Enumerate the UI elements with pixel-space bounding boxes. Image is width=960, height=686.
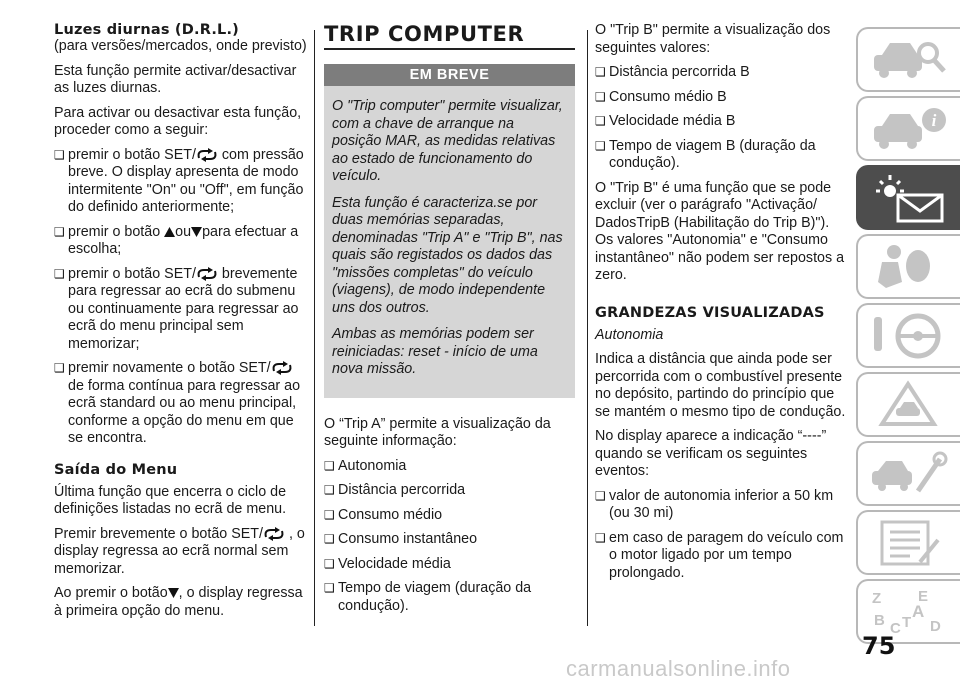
data-sheet-icon (868, 518, 952, 568)
list-item: ❑ Autonomia (324, 458, 575, 476)
column-divider (314, 30, 315, 626)
wrench-car-icon (868, 449, 952, 499)
list-item: ❑ premir o botão ou para efectuar a escolha; (54, 224, 308, 259)
tab-airbag[interactable] (856, 234, 960, 299)
index-letter: B (874, 612, 885, 629)
list-item: ❑ Velocidade média B (595, 113, 847, 131)
column-right (595, 22, 847, 589)
summary-paragraph: O "Trip computer" permite visualizar, com a chave de arranque na posição MAR, as medidas relativas ao estado de funcionamento do veículo. (332, 98, 563, 184)
list-item: ❑ premir o botão SET/ brevemente para regressar ao ecrã do submenu ou continuamente para regressar ao ecrã do menu principal sem memorizar; (54, 266, 308, 354)
tab-steering[interactable] (856, 303, 960, 368)
paragraph: O “Trip A” permite a visualização da seguinte informação: (324, 415, 551, 449)
paragraph: Ao premir o botão , o display regressa à primeira opção do menu. (54, 585, 303, 619)
tab-specifications[interactable] (856, 510, 960, 575)
column-middle (324, 22, 575, 622)
index-letter: A (912, 602, 925, 621)
set-button-icon (263, 527, 285, 541)
summary-box-title: EM BREVE (324, 64, 575, 86)
tab-car-info[interactable] (856, 96, 960, 161)
column-divider (587, 30, 588, 626)
heading-drl: Luzes diurnas (D.R.L.) (54, 22, 240, 38)
list-item: ❑ Tempo de viagem B (duração da condução). (595, 138, 847, 173)
arrow-up-icon (164, 227, 175, 237)
paragraph: Esta função permite activar/desactivar as luzes diurnas. (54, 62, 297, 96)
column-left (54, 22, 308, 627)
list-item: ❑ Distância percorrida (324, 482, 575, 500)
paragraph: Premir brevemente o botão SET/ , o display regressa ao ecrã normal sem memorizar. (54, 525, 305, 577)
set-button-icon (196, 148, 218, 162)
events-list (595, 488, 847, 583)
paragraph: Última função que encerra o ciclo de definições listadas no ecrã de menu. (54, 483, 287, 517)
set-button-icon (196, 267, 218, 281)
summary-paragraph: Ambas as memórias podem ser reiniciadas: reset - início de uma nova missão. (332, 326, 538, 377)
heading-exit-menu: Saída do Menu (54, 461, 178, 478)
tab-breakdown[interactable] (856, 372, 960, 437)
list-item: ❑ Consumo instantâneo (324, 531, 575, 549)
index-letter: D (930, 618, 941, 635)
car-info-icon (868, 104, 952, 154)
index-letter: C (890, 620, 901, 637)
set-button-icon (271, 361, 293, 375)
list-item: ❑ premir novamente o botão SET/ de forma contínua para regressar ao ecrã standard ou ao menu principal, conforme a opção do menu em que se encontra. (54, 360, 308, 448)
car-breakdown-icon (868, 380, 952, 430)
tab-warning-lights[interactable] (856, 165, 960, 230)
bullet-list (54, 147, 308, 448)
alphabet-index-icon (868, 587, 952, 637)
index-letter: E (918, 588, 929, 605)
arrow-down-icon (168, 588, 179, 598)
car-search-icon (868, 35, 952, 85)
arrow-down-icon (191, 227, 202, 237)
list-item: ❑ valor de autonomia inferior a 50 km (ou 30 mi) (595, 488, 847, 523)
steering-wheel-icon (868, 311, 952, 361)
drl-subtitle: (para versões/mercados, onde previsto) (54, 38, 307, 54)
paragraph: No display aparece a indicação “----” quando se verificam os seguintes eventos: (595, 428, 827, 479)
trip-a-list (324, 458, 575, 616)
watermark: carmanualsonline.info (566, 656, 791, 681)
summary-paragraph: Esta função é caracteriza.se por duas memórias separadas, denominadas "Trip A" e "Trip B", nas quais são registados os dados das "missões completas" do veículo (viagens), de modo independente uns dos outros. (332, 194, 563, 316)
heading-grandezas: GRANDEZAS VISUALIZADAS (595, 304, 825, 321)
list-item: ❑ em caso de paragem do veículo com o motor ligado por um tempo prolongado. (595, 530, 847, 583)
warning-light-envelope-icon (868, 173, 952, 223)
chapter-tabs (856, 27, 960, 648)
tab-car-search[interactable] (856, 27, 960, 92)
paragraph: Indica a distância que ainda pode ser percorrida com o combustível presente no depósito, partindo do princípio que se mantém o mesmo tipo de condução. (595, 351, 846, 420)
airbag-seat-icon (868, 242, 952, 292)
summary-box (324, 64, 575, 398)
paragraph: O "Trip B" permite a visualização dos seguintes valores: (595, 22, 831, 56)
list-item: ❑ Velocidade média (324, 556, 575, 574)
list-item: ❑ Distância percorrida B (595, 64, 847, 82)
trip-b-list (595, 64, 847, 173)
subheading-autonomia: Autonomia (595, 326, 664, 343)
heading-trip-computer: TRIP COMPUTER (324, 22, 575, 50)
list-item: ❑ Tempo de viagem (duração da condução). (324, 580, 575, 615)
list-item: ❑ Consumo médio B (595, 89, 847, 107)
page-number: 75 (862, 632, 896, 660)
paragraph: Para activar ou desactivar esta função, proceder como a seguir: (54, 104, 302, 138)
paragraph: O "Trip B" é uma função que se pode excluir (ver o parágrafo "Activação/ DadosTripB (Habilitação do Trip B)"). Os valores "Autonomia" e "Consumo instantâneo" não podem ser repostos a zero. (595, 179, 845, 283)
list-item: ❑ Consumo médio (324, 507, 575, 525)
list-item: ❑ premir o botão SET/ com pressão breve. O display apresenta de modo intermitente "On" ou "Off", em função do definido anteriormente; (54, 147, 308, 217)
index-letter: T (902, 614, 912, 631)
svg-text:i: i (931, 111, 937, 130)
index-letter: Z (872, 590, 882, 607)
tab-maintenance[interactable] (856, 441, 960, 506)
